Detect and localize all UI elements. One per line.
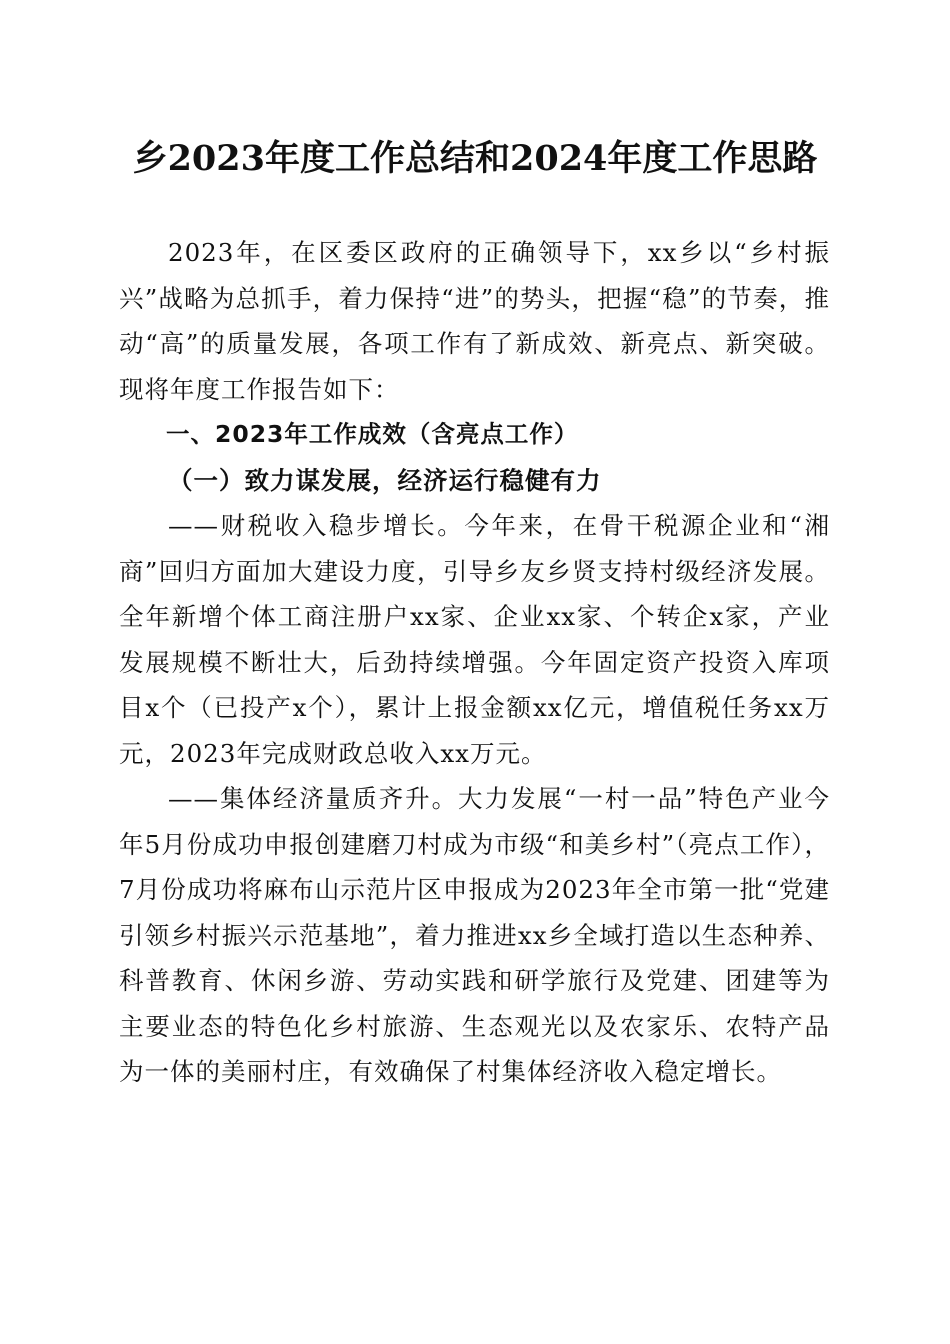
document-title: 乡2023年度工作总结和2024年度工作思路 (132, 138, 818, 179)
intro-paragraph: 2023年，在区委区政府的正确领导下，xx乡以“乡村振兴”战略为总抓手，着力保持“进”的势头，把握“稳”的节奏，推动“高”的质量发展，各项工作有了新成效、新亮点、新突破。现将年度工作报告如下： (119, 238, 830, 404)
section-heading: 一、2023年工作成效（含亮点工作） (166, 420, 579, 448)
document-body (119, 230, 830, 1095)
subsection-heading: （一）致力谋发展，经济运行稳健有力 (168, 465, 602, 495)
collective-economy-paragraph: ——集体经济量质齐升。大力发展“一村一品”特色产业今年5月份成功申报创建磨刀村成为市级“和美乡村”（亮点工作），7月份成功将麻布山示范片区申报成为2023年全市第一批“党建引领乡村振兴示范基地”，着力推进xx乡全域打造以生态种养、科普教育、休闲乡游、劳动实践和研学旅行及党建、团建等为主要业态的特色化乡村旅游、生态观光以及农家乐、农特产品为一体的美丽村庄，有效确保了村集体经济收入稳定增长。 (119, 784, 830, 1086)
tax-revenue-paragraph: ——财税收入稳步增长。今年来，在骨干税源企业和“湘商”回归方面加大建设力度，引导乡友乡贤支持村级经济发展。全年新增个体工商注册户xx家、企业xx家、个转企x家，产业发展规模不断壮大，后劲持续增强。今年固定资产投资入库项目x个（已投产x个），累计上报金额xx亿元，增值税任务xx万元，2023年完成财政总收入xx万元。 (119, 511, 830, 768)
